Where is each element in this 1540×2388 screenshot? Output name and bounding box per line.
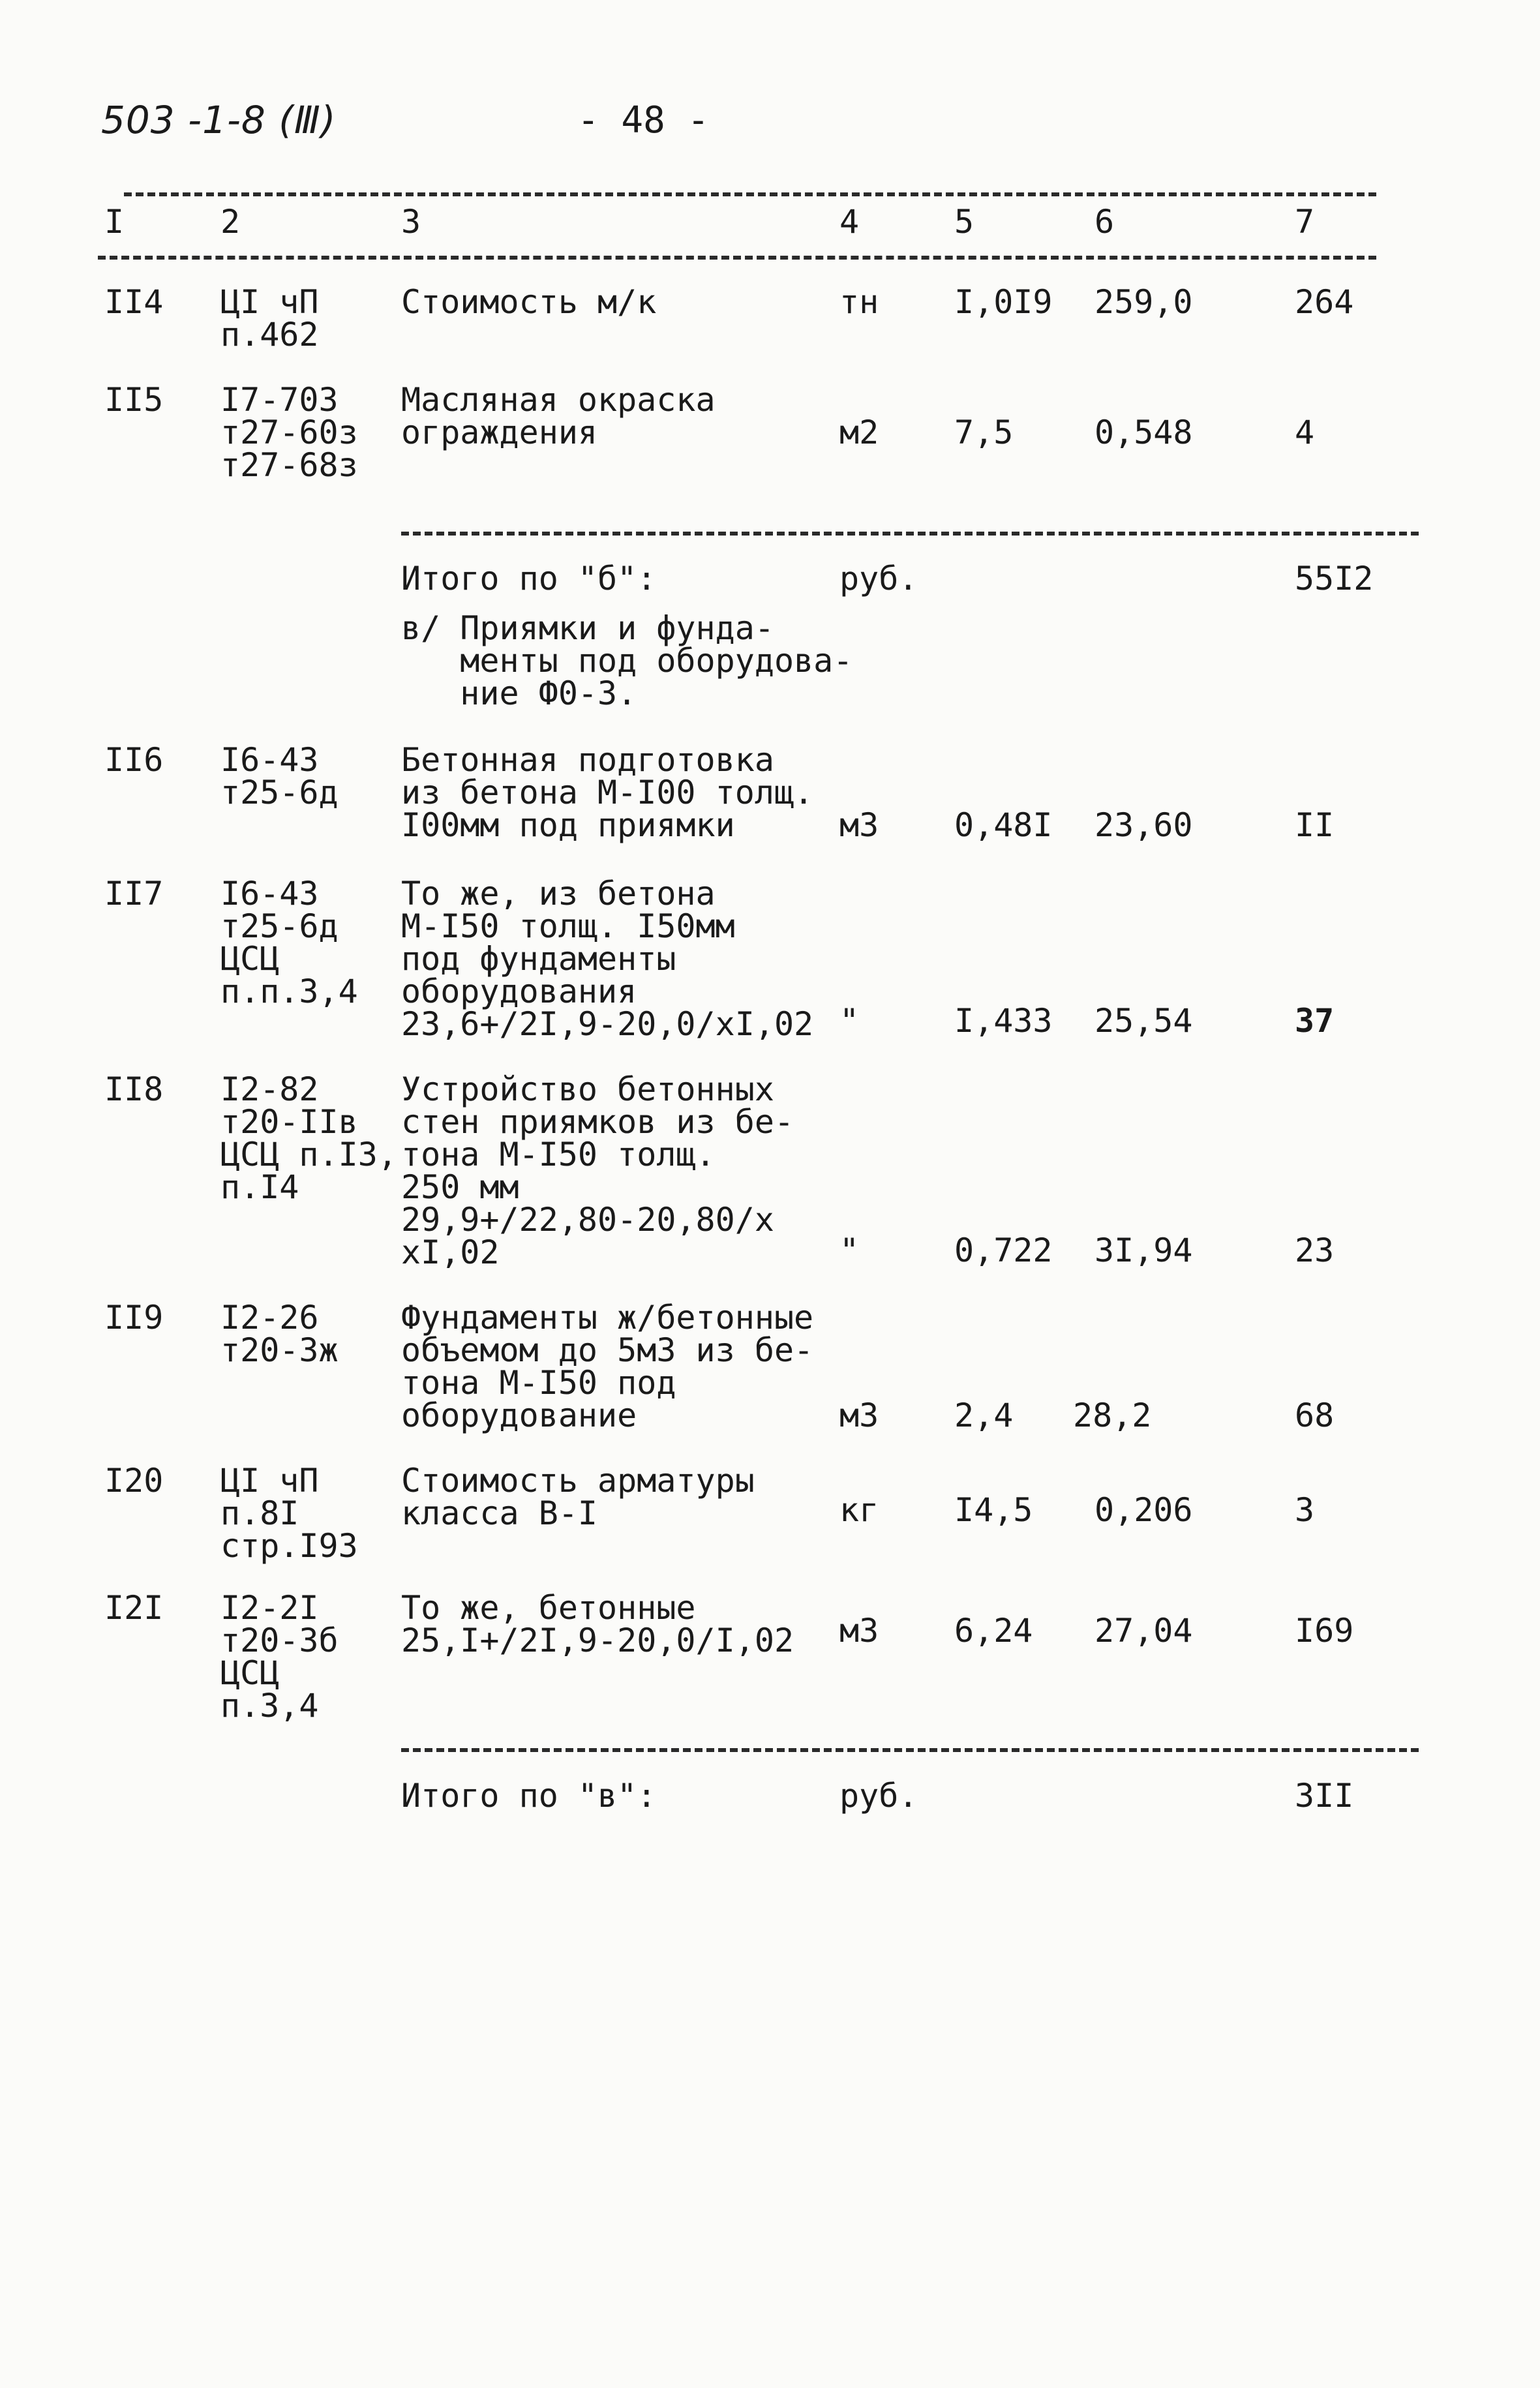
row-121-unit: м3 <box>839 1612 879 1650</box>
row-120-number: I20 <box>104 1462 164 1500</box>
row-118-number: II8 <box>104 1070 164 1108</box>
subtotal-v-label: Итого по "в": <box>401 1777 657 1815</box>
row-121-number: I2I <box>104 1589 164 1627</box>
row-116-qty: 0,48I <box>954 806 1053 844</box>
header-rule-bottom <box>98 256 1376 260</box>
col-header-2: 2 <box>220 203 241 241</box>
row-120-qty: I4,5 <box>954 1491 1033 1529</box>
header-rule-top <box>124 192 1376 196</box>
row-119-price: 28,2 <box>1073 1397 1152 1434</box>
row-114-unit: тн <box>839 283 879 321</box>
row-119-ref: I2-26 т20-3ж <box>220 1299 339 1369</box>
row-119-qty: 2,4 <box>954 1397 1014 1434</box>
row-121-qty: 6,24 <box>954 1612 1033 1650</box>
row-115-number: II5 <box>104 381 164 419</box>
row-117-total: 37 <box>1295 1002 1335 1040</box>
row-119-unit: м3 <box>839 1397 879 1434</box>
row-115-desc: Масляная окраска ограждения <box>401 381 716 451</box>
page-number: - 48 - <box>577 99 710 142</box>
row-120-price: 0,206 <box>1095 1491 1193 1529</box>
row-114-price: 259,0 <box>1095 283 1193 321</box>
row-116-price: 23,60 <box>1095 806 1193 844</box>
row-121-total: I69 <box>1295 1612 1354 1650</box>
col-header-1: I <box>104 203 125 241</box>
row-115-ref: I7-703 т27-60з т27-68з <box>220 381 358 484</box>
subtotal-b-label: Итого по "б": <box>401 560 657 597</box>
col-header-7: 7 <box>1295 203 1315 241</box>
row-121-price: 27,04 <box>1095 1612 1193 1650</box>
row-114-number: II4 <box>104 283 164 321</box>
row-118-qty: 0,722 <box>954 1232 1053 1269</box>
row-120-unit: кг <box>839 1491 879 1529</box>
row-114-qty: I,0I9 <box>954 283 1053 321</box>
row-121-ref: I2-2I т20-3б ЦСЦ п.3,4 <box>220 1589 339 1725</box>
subtotal-v-unit: руб. <box>839 1777 918 1815</box>
row-116-desc: Бетонная подготовка из бетона М-I00 толщ. I00мм под приямки <box>401 741 814 844</box>
row-118-ref: I2-82 т20-IIв ЦСЦ п.I3, п.I4 <box>220 1070 397 1206</box>
row-116-number: II6 <box>104 741 164 779</box>
row-120-desc: Стоимость арматуры класса В-I <box>401 1462 755 1532</box>
col-header-4: 4 <box>839 203 860 241</box>
row-114-desc: Стоимость м/к <box>401 283 657 321</box>
row-115-total: 4 <box>1295 414 1315 451</box>
row-121-desc: То же, бетонные 25,I+/2I,9-20,0/I,02 <box>401 1589 794 1659</box>
row-120-ref: ЦI чП п.8I стр.I93 <box>220 1462 358 1565</box>
row-115-unit: м2 <box>839 414 879 451</box>
row-115-price: 0,548 <box>1095 414 1193 451</box>
row-118-total: 23 <box>1295 1232 1335 1269</box>
row-117-unit: " <box>839 1002 860 1040</box>
subtotal-b-unit: руб. <box>839 560 918 597</box>
row-117-qty: I,433 <box>954 1002 1053 1040</box>
row-114-total: 264 <box>1295 283 1354 321</box>
document-code: 503 -1-8 (Ⅲ) <box>101 98 337 142</box>
row-118-price: 3I,94 <box>1095 1232 1193 1269</box>
row-116-unit: м3 <box>839 806 879 844</box>
row-117-desc: То же, из бетона М-I50 толщ. I50мм под фундаменты оборудования 23,6+/2I,9-20,0/хI,02 <box>401 875 814 1043</box>
row-118-unit: " <box>839 1232 860 1269</box>
row-119-desc: Фундаменты ж/бетонные объемом до 5м3 из бе- тона М-I50 под оборудование <box>401 1299 814 1434</box>
subtotal-v-total: 3II <box>1295 1777 1354 1815</box>
subtotal-b-total: 55I2 <box>1295 560 1374 597</box>
row-120-total: 3 <box>1295 1491 1315 1529</box>
subtotal-v-rule <box>401 1748 1419 1752</box>
col-header-6: 6 <box>1095 203 1115 241</box>
row-119-total: 68 <box>1295 1397 1335 1434</box>
row-115-qty: 7,5 <box>954 414 1014 451</box>
row-116-total: II <box>1295 806 1335 844</box>
row-116-ref: I6-43 т25-6д <box>220 741 339 811</box>
row-118-desc: Устройство бетонных стен приямков из бе- тона М-I50 толщ. 250 мм 29,9+/22,80-20,80/х хI,02 <box>401 1070 794 1271</box>
section-v-title: в/ Приямки и фунда- менты под оборудова- ние Ф0-3. <box>401 609 853 712</box>
col-header-5: 5 <box>954 203 974 241</box>
subtotal-b-rule <box>401 532 1419 536</box>
row-117-ref: I6-43 т25-6д ЦСЦ п.п.3,4 <box>220 875 358 1010</box>
col-header-3: 3 <box>401 203 421 241</box>
row-117-price: 25,54 <box>1095 1002 1193 1040</box>
row-114-ref: ЦI чП п.462 <box>220 283 319 354</box>
row-117-number: II7 <box>104 875 164 913</box>
row-119-number: II9 <box>104 1299 164 1337</box>
